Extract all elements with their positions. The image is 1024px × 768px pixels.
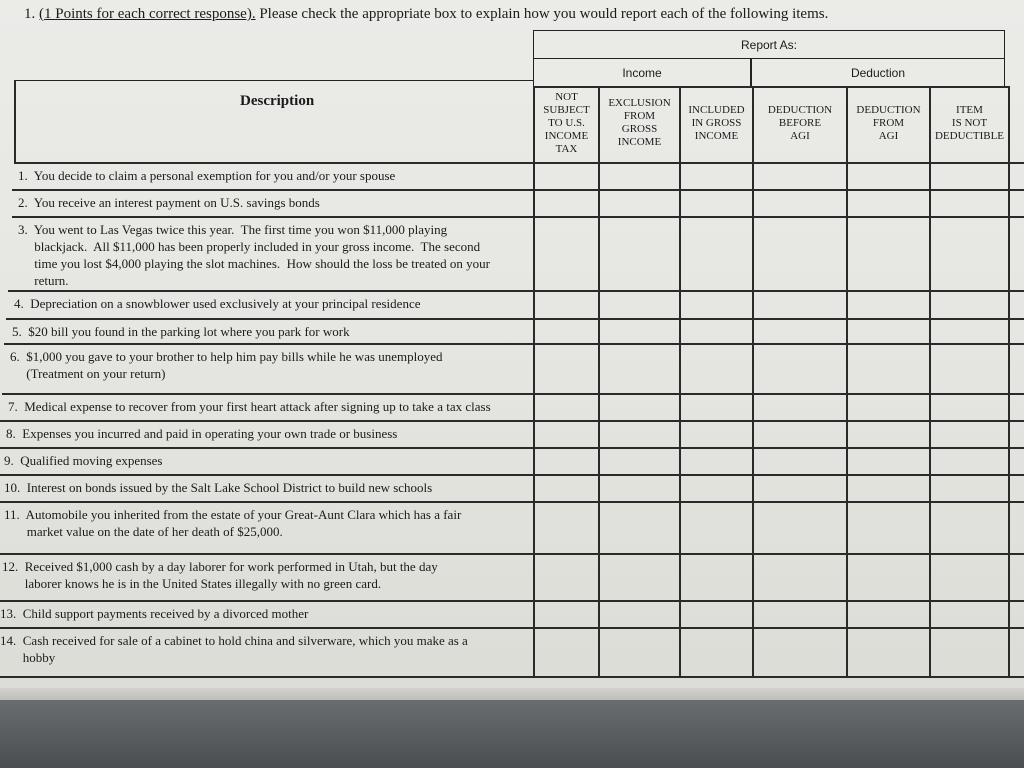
checkbox-cell-row8-included[interactable] [681,422,751,446]
checkbox-cell-row6-not-subject[interactable] [535,345,597,392]
row-divider [0,676,1024,678]
checkbox-cell-row12-deduction-from-agi[interactable] [848,555,928,599]
column-header-exclusion: EXCLUSION FROM GROSS INCOME [598,86,680,160]
checkbox-cell-row13-included[interactable] [681,602,751,626]
checkbox-cell-row7-included[interactable] [681,395,751,419]
checkbox-cell-row13-not-deductible[interactable] [931,602,1007,626]
checkbox-cell-row12-not-deductible[interactable] [931,555,1007,599]
checkbox-cell-row1-not-deductible[interactable] [931,164,1007,188]
item-description-9: 9. Qualified moving expenses [4,453,163,468]
checkbox-cell-row2-included[interactable] [681,191,751,215]
item-description-13: 13. Child support payments received by a divorced mother [0,606,309,621]
checkbox-cell-row1-exclusion[interactable] [600,164,678,188]
column-header-deduction-from-agi: DEDUCTION FROM AGI [846,86,930,160]
item-description-11: 11. Automobile you inherited from the estate of your Great-Aunt Clara which has a fair market value on the date of her death of $25,000. [4,507,462,539]
checkbox-cell-row3-included[interactable] [681,218,751,289]
checkbox-cell-row2-deduction-from-agi[interactable] [848,191,928,215]
checkbox-cell-row9-not-deductible[interactable] [931,449,1007,473]
item-description-3: 3. You went to Las Vegas twice this year. The first time you won $11,000 playing blackjack. All $11,000 has been properly included in your gross income. The second time you lost $4,000 playing the slot machines. How should the loss be treated on your return. [18,222,490,288]
checkbox-cell-row10-not-subject[interactable] [535,476,597,500]
checkbox-cell-row3-not-subject[interactable] [535,218,597,289]
checkbox-cell-row4-exclusion[interactable] [600,292,678,317]
checkbox-cell-row13-deduction-before-agi[interactable] [754,602,845,626]
report-as-header: Report As: [533,30,1005,58]
checkbox-cell-row4-deduction-before-agi[interactable] [754,292,845,317]
checkbox-cell-row5-deduction-from-agi[interactable] [848,320,928,342]
checkbox-cell-row5-not-deductible[interactable] [931,320,1007,342]
checkbox-cell-row14-deduction-from-agi[interactable] [848,629,928,675]
table-left-edge [14,80,16,162]
checkbox-cell-row2-exclusion[interactable] [600,191,678,215]
checkbox-cell-row10-included[interactable] [681,476,751,500]
column-divider [1008,86,1010,676]
points-note: (1 Points for each correct response). [39,6,256,22]
checkbox-cell-row9-not-subject[interactable] [535,449,597,473]
description-header [14,80,534,162]
checkbox-cell-row8-deduction-from-agi[interactable] [848,422,928,446]
checkbox-cell-row1-not-subject[interactable] [535,164,597,188]
checkbox-cell-row4-not-deductible[interactable] [931,292,1007,317]
checkbox-cell-row11-not-subject[interactable] [535,503,597,552]
item-description-5: 5. $20 bill you found in the parking lot where you park for work [12,324,350,339]
column-header-not-deductible: ITEM IS NOT DEDUCTIBLE [929,86,1010,160]
checkbox-cell-row14-not-deductible[interactable] [931,629,1007,675]
checkbox-cell-row14-included[interactable] [681,629,751,675]
checkbox-cell-row2-deduction-before-agi[interactable] [754,191,845,215]
checkbox-cell-row9-deduction-before-agi[interactable] [754,449,845,473]
checkbox-cell-row5-not-subject[interactable] [535,320,597,342]
checkbox-cell-row3-deduction-from-agi[interactable] [848,218,928,289]
column-header-deduction-before-agi: DEDUCTION BEFORE AGI [752,86,847,160]
checkbox-cell-row3-not-deductible[interactable] [931,218,1007,289]
checkbox-cell-row6-included[interactable] [681,345,751,392]
checkbox-cell-row10-deduction-before-agi[interactable] [754,476,845,500]
checkbox-cell-row14-exclusion[interactable] [600,629,678,675]
checkbox-cell-row6-deduction-before-agi[interactable] [754,345,845,392]
checkbox-cell-row6-exclusion[interactable] [600,345,678,392]
checkbox-cell-row10-exclusion[interactable] [600,476,678,500]
checkbox-cell-row11-deduction-from-agi[interactable] [848,503,928,552]
checkbox-cell-row7-deduction-from-agi[interactable] [848,395,928,419]
item-description-2: 2. You receive an interest payment on U.S. savings bonds [18,195,320,210]
checkbox-cell-row8-not-subject[interactable] [535,422,597,446]
checkbox-cell-row4-included[interactable] [681,292,751,317]
checkbox-cell-row8-exclusion[interactable] [600,422,678,446]
background-surface [0,700,1024,768]
header-divider [533,86,1008,88]
checkbox-cell-row11-not-deductible[interactable] [931,503,1007,552]
checkbox-cell-row6-deduction-from-agi[interactable] [848,345,928,392]
checkbox-cell-row9-deduction-from-agi[interactable] [848,449,928,473]
checkbox-cell-row12-not-subject[interactable] [535,555,597,599]
checkbox-cell-row1-deduction-before-agi[interactable] [754,164,845,188]
checkbox-cell-row10-deduction-from-agi[interactable] [848,476,928,500]
checkbox-cell-row13-deduction-from-agi[interactable] [848,602,928,626]
checkbox-cell-row13-exclusion[interactable] [600,602,678,626]
checkbox-cell-row12-exclusion[interactable] [600,555,678,599]
checkbox-cell-row8-deduction-before-agi[interactable] [754,422,845,446]
column-header-included: INCLUDED IN GROSS INCOME [679,86,753,160]
checkbox-cell-row2-not-subject[interactable] [535,191,597,215]
checkbox-cell-row5-exclusion[interactable] [600,320,678,342]
checkbox-cell-row7-not-deductible[interactable] [931,395,1007,419]
checkbox-cell-row6-not-deductible[interactable] [931,345,1007,392]
checkbox-cell-row3-deduction-before-agi[interactable] [754,218,845,289]
instruction-text: Please check the appropriate box to explain how you would report each of the following items. [259,6,829,22]
income-group-header: Income [533,58,751,88]
checkbox-cell-row2-not-deductible[interactable] [931,191,1007,215]
question-number: 1. [24,6,36,22]
checkbox-cell-row7-exclusion[interactable] [600,395,678,419]
item-description-7: 7. Medical expense to recover from your first heart attack after signing up to take a tax class [8,399,491,414]
checkbox-cell-row12-included[interactable] [681,555,751,599]
item-description-10: 10. Interest on bonds issued by the Salt Lake School District to build new schools [4,480,433,495]
checkbox-cell-row12-deduction-before-agi[interactable] [754,555,845,599]
checkbox-cell-row11-exclusion[interactable] [600,503,678,552]
checkbox-cell-row5-included[interactable] [681,320,751,342]
deduction-group-header: Deduction [751,58,1005,88]
checkbox-cell-row7-deduction-before-agi[interactable] [754,395,845,419]
item-description-12: 12. Received $1,000 cash by a day laborer for work performed in Utah, but the day laborer knows he is in the United States illegally with no green card. [2,559,438,591]
checkbox-cell-row10-not-deductible[interactable] [931,476,1007,500]
checkbox-cell-row3-exclusion[interactable] [600,218,678,289]
checkbox-cell-row1-included[interactable] [681,164,751,188]
item-description-14: 14. Cash received for sale of a cabinet to hold china and silverware, which you make as a hobby [0,633,468,665]
checkbox-cell-row5-deduction-before-agi[interactable] [754,320,845,342]
item-description-1: 1. You decide to claim a personal exemption for you and/or your spouse [18,168,396,183]
checkbox-cell-row1-deduction-from-agi[interactable] [848,164,928,188]
checkbox-cell-row14-deduction-before-agi[interactable] [754,629,845,675]
checkbox-cell-row9-exclusion[interactable] [600,449,678,473]
checkbox-cell-row11-included[interactable] [681,503,751,552]
checkbox-cell-row4-deduction-from-agi[interactable] [848,292,928,317]
checkbox-cell-row11-deduction-before-agi[interactable] [754,503,845,552]
item-description-8: 8. Expenses you incurred and paid in operating your own trade or business [6,426,398,441]
checkbox-cell-row4-not-subject[interactable] [535,292,597,317]
checkbox-cell-row8-not-deductible[interactable] [931,422,1007,446]
item-description-6: 6. $1,000 you gave to your brother to help him pay bills while he was unemployed (Treatment on your return) [10,349,443,381]
description-header-label: Description [240,93,315,109]
checkbox-cell-row13-not-subject[interactable] [535,602,597,626]
question-heading [24,6,828,23]
checkbox-cell-row7-not-subject[interactable] [535,395,597,419]
item-description-4: 4. Depreciation on a snowblower used exclusively at your principal residence [14,296,421,311]
column-header-not-subject: NOT SUBJECT TO U.S. INCOME TAX [533,86,599,160]
checkbox-cell-row14-not-subject[interactable] [535,629,597,675]
checkbox-cell-row9-included[interactable] [681,449,751,473]
